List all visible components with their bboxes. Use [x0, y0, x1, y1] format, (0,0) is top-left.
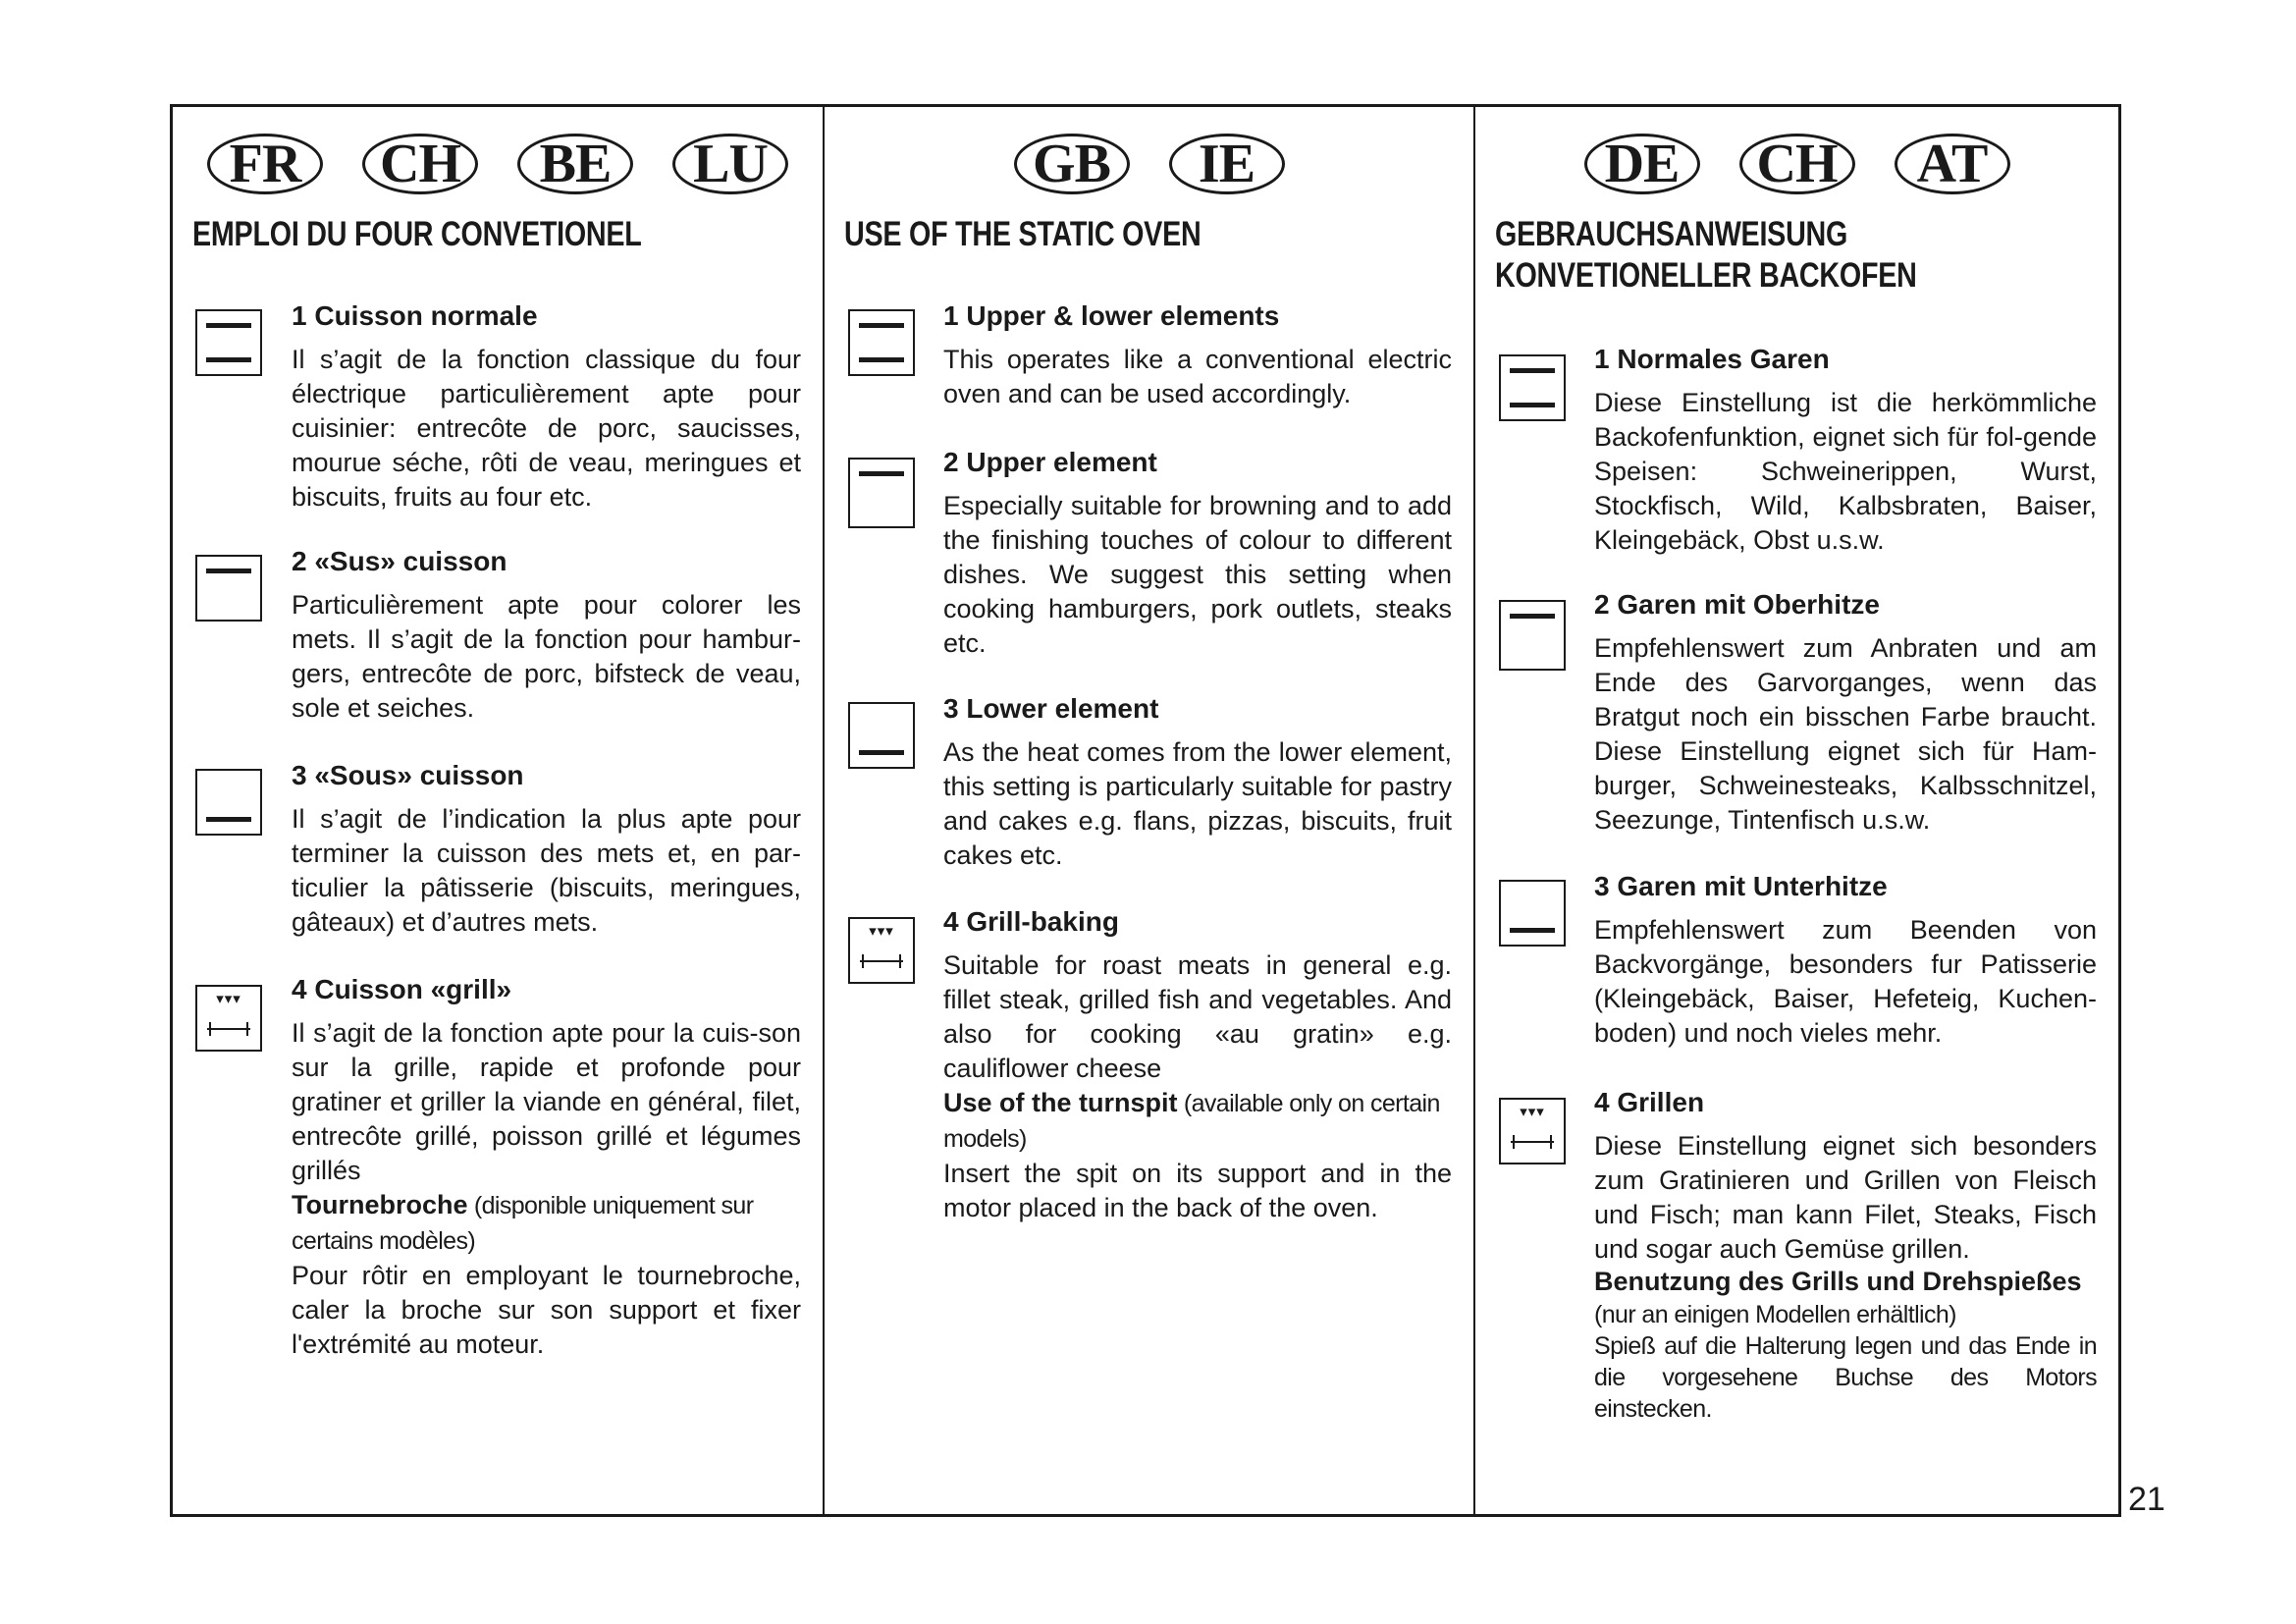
- turnspit-heading: Use of the turnspit: [943, 1088, 1178, 1117]
- section-heading: 3 Garen mit Unterhitze: [1594, 871, 1888, 901]
- section-body: This operates like a conventional electric oven and can be used accordingly.: [943, 345, 1452, 408]
- turnspit-availability-note: (nur an einigen Modellen erhältlich): [1594, 1301, 1956, 1328]
- section-heading: 3 «Sous» cuisson: [292, 760, 524, 790]
- column-title: USE OF THE STATIC OVEN: [844, 215, 1201, 253]
- section-body: Il s’agit de la fonction apte pour la cuis-son sur la grille, rapide et profonde pour gratiner et griller la viande en général, filet, entrecôte grillé, poisson grillé et légumes grillés: [292, 1018, 801, 1185]
- section-body: Suitable for roast meats in general e.g. fillet steak, grilled fish and vegetables. And also for cooking «au gratin» e.g. cauliflower cheese: [943, 950, 1452, 1083]
- column-french: [173, 107, 823, 1514]
- country-codes: [173, 134, 823, 194]
- country-codes: [1475, 134, 2118, 194]
- column-title: EMPLOI DU FOUR CONVETIONEL: [192, 215, 642, 253]
- column-title-line-2: KONVETIONELLER BACKOFEN: [1495, 256, 1917, 295]
- section-heading: 1 Upper & lower elements: [943, 300, 1280, 331]
- turnspit-availability-note: (disponible uniquement sur certains modèles): [292, 1192, 754, 1255]
- turnspit-instructions: Insert the spit on its support and in the motor placed in the back of the oven.: [943, 1159, 1452, 1222]
- manual-page-frame: [170, 104, 2121, 1517]
- country-code-de: DE: [1584, 134, 1700, 194]
- section-heading: 4 Grillen: [1594, 1087, 1705, 1117]
- turnspit-instructions: Pour rôtir en employant le tournebroche, caler la broche sur son support et fixer l'extrémité au moteur.: [292, 1261, 801, 1359]
- grill-turnspit-icon: ▾▾▾: [1499, 1098, 1566, 1164]
- upper-lower-element-icon: [195, 309, 262, 376]
- section-body: Especially suitable for browning and to add the finishing touches of colour to different dishes. We suggest this setting when cooking hamburgers, pork outlets, steaks etc.: [943, 491, 1452, 658]
- turnspit-heading: Benutzung des Grills und Drehspießes: [1594, 1267, 2082, 1296]
- upper-lower-element-icon: [848, 309, 915, 376]
- country-code-ch: CH: [1739, 134, 1855, 194]
- section-heading: 2 «Sus» cuisson: [292, 546, 507, 576]
- country-code-lu: LU: [672, 134, 788, 194]
- section-body: Empfehlenswert zum Anbraten und am Ende des Garvorganges, wenn das Bratgut noch ein bisschen Farbe braucht. Diese Einstellung eignet sich für Ham-burger, Schweinesteaks, Kalbsschnitzel, Seezunge, Tintenfisch u.s.w.: [1594, 633, 2097, 835]
- page-number: 21: [2128, 1481, 2165, 1518]
- turnspit-heading: Tournebroche: [292, 1190, 468, 1219]
- section-heading: 4 Grill-baking: [943, 906, 1119, 937]
- section-body: Il s’agit de l’indication la plus apte pour terminer la cuisson des mets et, en par-ticulier la pâtisserie (biscuits, meringues, gâteaux) et d’autres mets.: [292, 804, 801, 937]
- section-heading: 1 Normales Garen: [1594, 344, 1830, 374]
- section-body: Diese Einstellung ist die herkömmliche Backofenfunktion, eignet sich für fol-gende Speisen: Schweinerippen, Wurst, Stockfisch, Wild, Kalbsbraten, Baiser, Kleingebäck, Obst u.s.w.: [1594, 388, 2097, 555]
- country-code-gb: GB: [1014, 134, 1130, 194]
- column-english: [823, 107, 1473, 1514]
- lower-element-icon: [195, 769, 262, 836]
- column-german: [1473, 107, 2118, 1514]
- section-heading: 1 Cuisson normale: [292, 300, 538, 331]
- country-code-ch: CH: [362, 134, 478, 194]
- upper-lower-element-icon: [1499, 354, 1566, 421]
- section-heading: 4 Cuisson «grill»: [292, 974, 512, 1004]
- country-code-ie: IE: [1169, 134, 1285, 194]
- turnspit-availability-note: (available only on certain models): [943, 1090, 1440, 1153]
- turnspit-instructions: Spieß auf die Halterung legen und das Ende in die vorgesehene Buchse des Motors einstecken.: [1594, 1332, 2097, 1423]
- country-code-fr: FR: [207, 134, 323, 194]
- upper-element-icon: [1499, 600, 1566, 671]
- country-codes: [825, 134, 1473, 194]
- lower-element-icon: [848, 702, 915, 769]
- grill-turnspit-icon: ▾▾▾: [195, 985, 262, 1052]
- column-title-line-1: GEBRAUCHSANWEISUNG: [1495, 215, 1848, 253]
- section-heading: 2 Garen mit Oberhitze: [1594, 589, 1880, 620]
- upper-element-icon: [848, 458, 915, 528]
- grill-turnspit-icon: ▾▾▾: [848, 917, 915, 984]
- section-body: Il s’agit de la fonction classique du four électrique particulièrement apte pour cuisinier: entrecôte de porc, saucisses, mourue séche, rôti de veau, meringues et biscuits, fruits au four etc.: [292, 345, 801, 512]
- country-code-be: BE: [517, 134, 633, 194]
- section-heading: 2 Upper element: [943, 447, 1157, 477]
- lower-element-icon: [1499, 880, 1566, 947]
- section-heading: 3 Lower element: [943, 693, 1159, 724]
- country-code-at: AT: [1895, 134, 2010, 194]
- section-body: Empfehlenswert zum Beenden von Backvorgänge, besonders fur Patisserie (Kleingebäck, Baiser, Hefeteig, Kuchen-boden) und noch vieles mehr.: [1594, 915, 2097, 1048]
- section-body: As the heat comes from the lower element, this setting is particularly suitable for pastry and cakes e.g. flans, pizzas, biscuits, fruit cakes etc.: [943, 737, 1452, 870]
- section-body: Diese Einstellung eignet sich besonders zum Gratinieren und Grillen von Fleisch und Fisch; man kann Filet, Steaks, Fisch und sogar auch Gemüse grillen.: [1594, 1131, 2097, 1264]
- section-body: Particulièrement apte pour colorer les mets. Il s’agit de la fonction pour hambur-gers, entrecôte de porc, bifsteck de veau, sole et seiches.: [292, 590, 801, 723]
- column-title: [1495, 214, 1917, 297]
- upper-element-icon: [195, 555, 262, 622]
